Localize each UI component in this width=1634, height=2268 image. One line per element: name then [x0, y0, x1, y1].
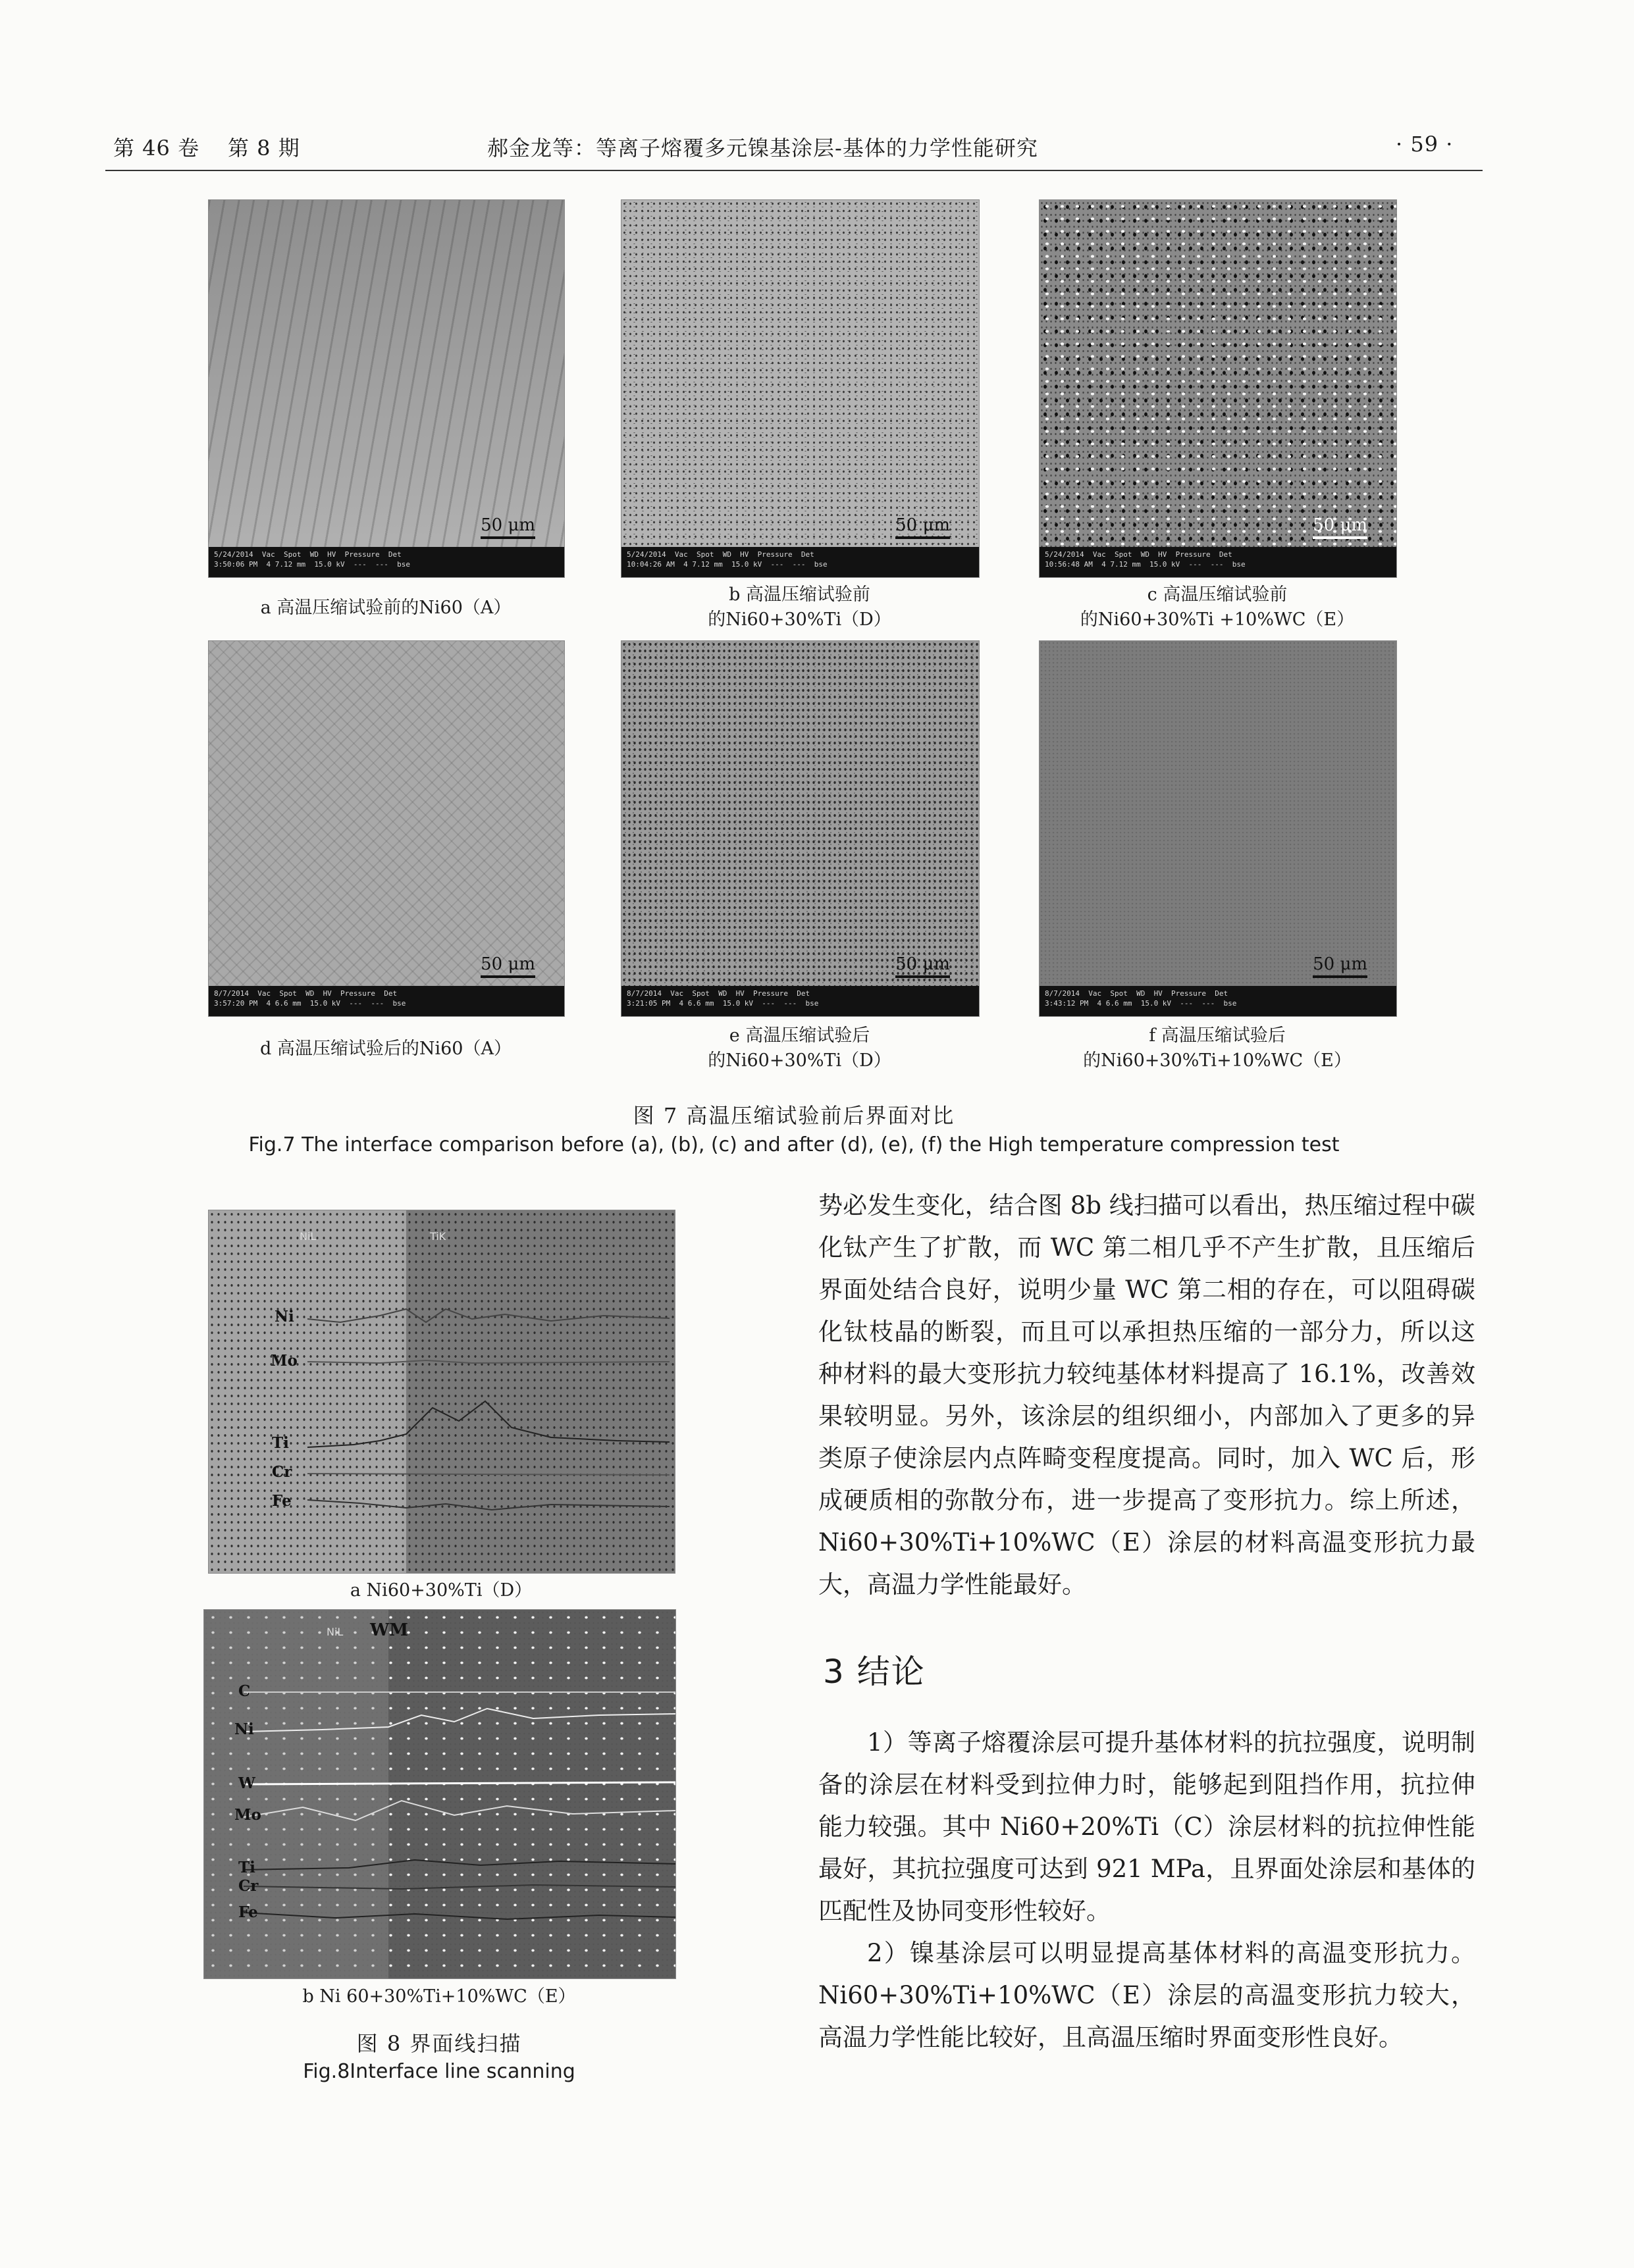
- element-label: Ti: [238, 1859, 255, 1876]
- scan-lines: [209, 1210, 675, 1573]
- sem-databar: 5/24/2014 Vac Spot WD HV Pressure Det 3:50:06 PM 4 7.12 mm 15.0 kV --- --- bse: [209, 547, 564, 577]
- fig7-caption-en: Fig.7 The interface comparison before (a), (b), (c) and after (d), (e), (f) the High temperature compression test: [248, 1133, 1340, 1156]
- scan-lines: [204, 1610, 675, 1978]
- top-label: TiK: [430, 1230, 446, 1243]
- scale-label: 50 μm: [1313, 954, 1367, 974]
- scale-bar: [895, 515, 950, 539]
- caption-line: b 高温压缩试验前: [729, 584, 870, 605]
- fig7c-caption: [1039, 582, 1396, 632]
- caption-line: a 高温压缩试验前的Ni60（A）: [260, 598, 512, 618]
- fig7a-caption: [208, 596, 564, 621]
- caption-line: f 高温压缩试验后: [1149, 1025, 1286, 1046]
- header-rule: [105, 170, 1483, 171]
- fig8-caption-cn: 图 8 界面线扫描: [356, 2031, 522, 2056]
- conclusion-paragraph: 2）镍基涂层可以明显提高基体材料的高温变形抗力。Ni60+30%Ti+10%WC（E）涂层的高温变形抗力较大，高温力学性能比较好，且高温压缩时界面变形性良好。: [818, 1939, 1475, 2051]
- caption-line: c 高温压缩试验前: [1147, 584, 1288, 605]
- sem-image-e: [621, 640, 980, 1017]
- element-label: Fe: [238, 1903, 258, 1921]
- scale-label: 50 μm: [1313, 515, 1367, 535]
- element-label: C: [238, 1682, 251, 1700]
- fig7d-caption: [208, 1037, 564, 1062]
- scale-bar: [1313, 515, 1367, 539]
- sem-databar: 8/7/2014 Vac Spot WD HV Pressure Det 3:43:12 PM 4 6.6 mm 15.0 kV --- --- bse: [1040, 986, 1396, 1016]
- element-label: Cr: [238, 1877, 259, 1895]
- scale-bar: [895, 954, 950, 978]
- top-label: NiL: [327, 1626, 344, 1638]
- element-label: Mo: [234, 1806, 261, 1824]
- sem-databar: 8/7/2014 Vac Spot WD HV Pressure Det 3:57:20 PM 4 6.6 mm 15.0 kV --- --- bse: [209, 986, 564, 1016]
- caption-line: d 高温压缩试验后的Ni60（A）: [260, 1039, 512, 1059]
- conclusion-paragraph: 1）等离子熔覆涂层可提升基体材料的抗拉强度，说明制备的涂层在材料受到拉伸力时，能够起到阻挡作用，抗拉伸能力较强。其中 Ni60+20%Ti（C）涂层材料的抗拉伸性能最好，其抗拉强度可达到 921 MPa，且界面处涂层和基体的匹配性及协同变形性较好。: [818, 1728, 1475, 1925]
- running-title: 郝金龙等：等离子熔覆多元镍基涂层-基体的力学性能研究: [487, 136, 1038, 161]
- element-label: Ni: [275, 1308, 294, 1326]
- sem-databar: 8/7/2014 Vac Spot WD HV Pressure Det 3:21:05 PM 4 6.6 mm 15.0 kV --- --- bse: [621, 986, 979, 1016]
- fig7e-caption: [621, 1023, 978, 1073]
- sem-image-a: [208, 199, 565, 578]
- section-heading: 3 结论: [823, 1653, 926, 1691]
- journal-volume: 第 46 卷: [113, 136, 200, 161]
- caption-line: 的Ni60+30%Ti +10%WC（E）: [1080, 609, 1355, 630]
- sem-databar: 5/24/2014 Vac Spot WD HV Pressure Det 10:56:48 AM 4 7.12 mm 15.0 kV --- --- bse: [1040, 547, 1396, 577]
- caption-line: e 高温压缩试验后: [729, 1025, 870, 1046]
- sem-image-c: [1039, 199, 1397, 578]
- scale-label: 50 μm: [895, 515, 950, 535]
- sem-image-d: [208, 640, 565, 1017]
- sem-image-b: [621, 199, 980, 578]
- caption-line: 的Ni60+30%Ti+10%WC（E）: [1083, 1050, 1352, 1071]
- body-paragraph: 势必发生变化，结合图 8b 线扫描可以看出，热压缩过程中碳化钛产生了扩散，而 WC 第二相几乎不产生扩散，且压缩后界面处结合良好，说明少量 WC 第二相的存在，可以阻碍碳化钛枝晶的断裂，而且可以承担热压缩的一部分力，所以这种材料的最大变形抗力较纯基体材料提高了 16.1%，改善效果较明显。另外，该涂层的组织细小，内部加入了更多的异类原子使涂层内点阵畸变程度提高。同时，加入 WC 后，形成硬质相的弥散分布，进一步提高了变形抗力。综上所述，Ni60+30%Ti+10%WC（E）涂层的材料高温变形抗力最大，高温力学性能最好。: [818, 1191, 1475, 1599]
- element-label: Cr: [272, 1463, 292, 1481]
- fig8a-caption: a Ni60+30%Ti（D）: [350, 1580, 533, 1601]
- scale-label: 50 μm: [481, 954, 535, 974]
- scale-bar: [481, 954, 535, 978]
- top-label: WM: [370, 1620, 408, 1640]
- element-label: Ni: [234, 1720, 254, 1738]
- page-number: · 59 ·: [1396, 132, 1454, 157]
- top-label: NiL: [300, 1230, 317, 1243]
- fig7f-caption: [1039, 1023, 1396, 1073]
- caption-line: 的Ni60+30%Ti（D）: [708, 609, 891, 630]
- sem-databar: 5/24/2014 Vac Spot WD HV Pressure Det 10:04:26 AM 4 7.12 mm 15.0 kV --- --- bse: [621, 547, 979, 577]
- element-label: Ti: [272, 1434, 289, 1452]
- journal-issue: 第 8 期: [228, 136, 300, 161]
- caption-line: 的Ni60+30%Ti（D）: [708, 1050, 891, 1071]
- line-scan-image-b: [203, 1609, 676, 1979]
- scale-bar: [1313, 954, 1367, 978]
- scale-bar: [481, 515, 535, 539]
- sem-image-f: [1039, 640, 1397, 1017]
- fig7-caption-cn: 图 7 高温压缩试验前后界面对比: [633, 1103, 955, 1128]
- fig8-caption-en: Fig.8Interface line scanning: [303, 2060, 575, 2083]
- scale-label: 50 μm: [481, 515, 535, 535]
- scale-label: 50 μm: [895, 954, 950, 974]
- fig8b-caption: b Ni 60+30%Ti+10%WC（E）: [302, 1986, 576, 2007]
- element-label: Fe: [272, 1492, 292, 1510]
- element-label: Mo: [271, 1352, 298, 1370]
- fig7b-caption: [621, 582, 978, 632]
- element-label: W: [238, 1774, 255, 1792]
- line-scan-image-a: [208, 1210, 675, 1574]
